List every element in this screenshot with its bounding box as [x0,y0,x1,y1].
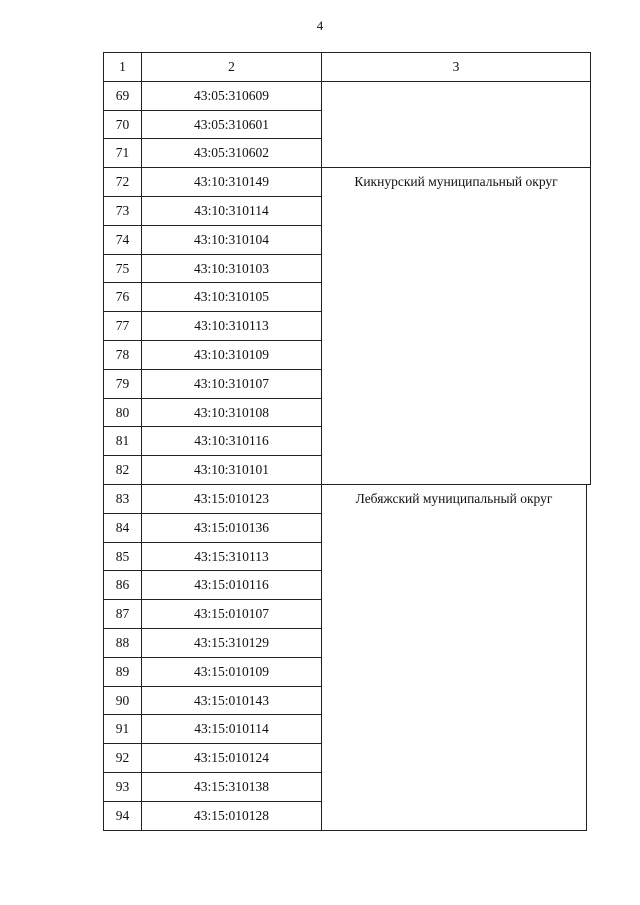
cadastral-code: 43:10:310101 [142,456,322,485]
row-number: 83 [104,484,142,513]
row-number: 88 [104,628,142,657]
district-cell [322,168,591,485]
row-number: 91 [104,715,142,744]
cadastral-code: 43:15:010109 [142,657,322,686]
header-row [104,53,591,82]
cadastral-code: 43:05:310601 [142,110,322,139]
parcel-table-upper [103,52,591,485]
row-number: 84 [104,513,142,542]
row-number: 70 [104,110,142,139]
row-number: 75 [104,254,142,283]
cadastral-code: 43:15:010124 [142,744,322,773]
row-number: 80 [104,398,142,427]
cadastral-code: 43:15:310138 [142,772,322,801]
cadastral-code: 43:05:310602 [142,139,322,168]
cadastral-code: 43:10:310107 [142,369,322,398]
table-row [104,484,587,513]
district-name: Лебяжский муниципальный округ [355,490,553,506]
row-number: 72 [104,168,142,197]
row-number: 71 [104,139,142,168]
cadastral-code: 43:10:310149 [142,168,322,197]
land-parcel-tables [103,52,589,831]
row-number: 90 [104,686,142,715]
cadastral-code: 43:15:010128 [142,801,322,830]
row-number: 82 [104,456,142,485]
district-cell [322,484,587,830]
cadastral-code: 43:10:310116 [142,427,322,456]
table-row [104,168,591,197]
table-row [104,81,591,110]
row-number: 73 [104,196,142,225]
cadastral-code: 43:15:310113 [142,542,322,571]
row-number: 79 [104,369,142,398]
cadastral-code: 43:15:010136 [142,513,322,542]
table-body-upper [104,53,591,485]
row-number: 69 [104,81,142,110]
cadastral-code: 43:10:310108 [142,398,322,427]
cadastral-code: 43:15:010114 [142,715,322,744]
cadastral-code: 43:15:010116 [142,571,322,600]
cadastral-code: 43:10:310109 [142,340,322,369]
cadastral-code: 43:10:310103 [142,254,322,283]
row-number: 78 [104,340,142,369]
cadastral-code: 43:15:310129 [142,628,322,657]
district-name: Кикнурский муниципальный округ [354,174,558,190]
cadastral-code: 43:05:310609 [142,81,322,110]
header-col-1: 1 [104,53,142,82]
cadastral-code: 43:10:310105 [142,283,322,312]
row-number: 81 [104,427,142,456]
row-number: 76 [104,283,142,312]
row-number: 74 [104,225,142,254]
row-number: 85 [104,542,142,571]
row-number: 93 [104,772,142,801]
cadastral-code: 43:10:310114 [142,196,322,225]
row-number: 77 [104,312,142,341]
page-number: 4 [316,18,324,33]
row-number: 86 [104,571,142,600]
cadastral-code: 43:15:010143 [142,686,322,715]
row-number: 87 [104,600,142,629]
header-col-3: 3 [322,53,591,82]
table-body-lower [104,484,587,830]
parcel-table-lower [103,484,587,831]
row-number: 92 [104,744,142,773]
cadastral-code: 43:15:010123 [142,484,322,513]
header-col-2: 2 [142,53,322,82]
cadastral-code: 43:10:310113 [142,312,322,341]
cadastral-code: 43:10:310104 [142,225,322,254]
cadastral-code: 43:15:010107 [142,600,322,629]
district-cell [322,81,591,167]
row-number: 89 [104,657,142,686]
row-number: 94 [104,801,142,830]
